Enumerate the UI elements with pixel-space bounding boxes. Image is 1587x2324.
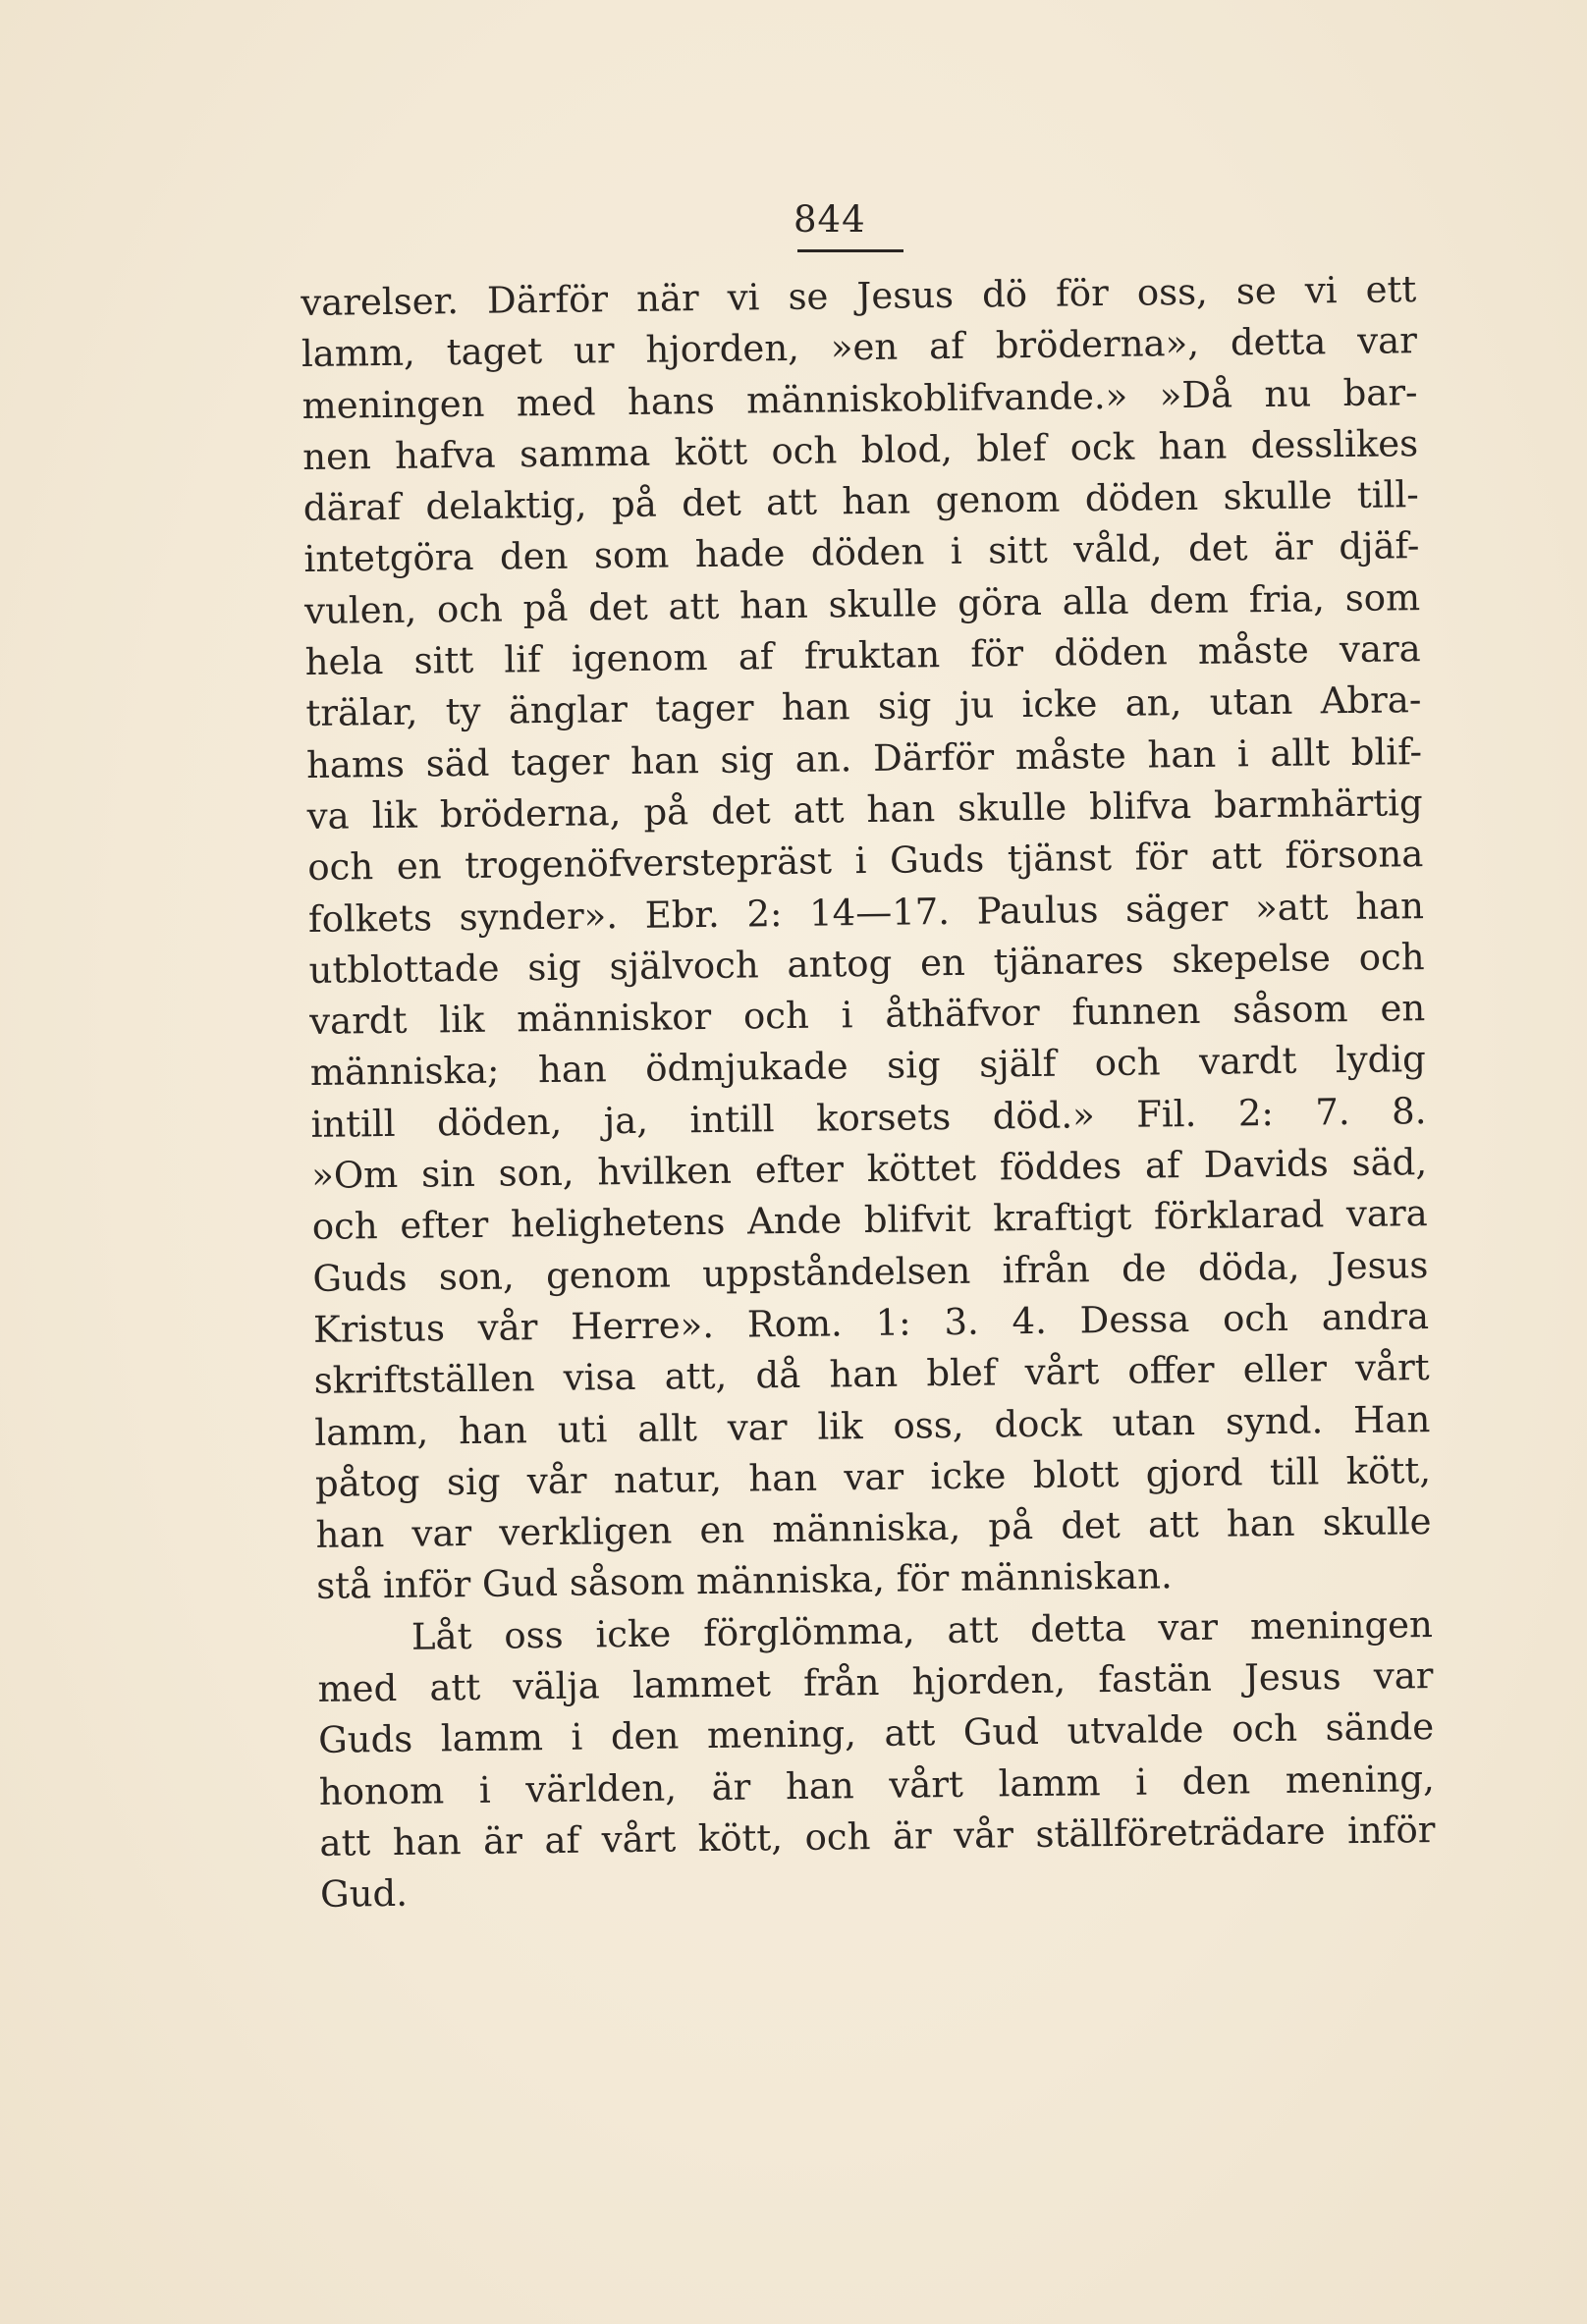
text-line: däraf delaktig, på det att han genom döden skulle till-	[302, 473, 1420, 530]
text-line: människa; han ödmjukade sig själf och vardt lydig	[309, 1038, 1427, 1095]
text-line: Guds lamm i den mening, att Gud utvalde och sände	[317, 1705, 1435, 1762]
text-line: folkets synder». Ebr. 2: 14—17. Paulus säger »att han	[307, 884, 1425, 941]
text-line: med att välja lammet från hjorden, fastän Jesus var	[317, 1654, 1434, 1710]
text-line: han var verkligen en människa, på det att han skulle	[315, 1500, 1432, 1557]
text-line: hela sitt lif igenom af fruktan för döden måste vara	[304, 627, 1421, 684]
text-line: Gud.	[319, 1871, 409, 1917]
text-line: att han är af vårt kött, och är vår ställföreträdare inför	[319, 1808, 1436, 1865]
paragraph-2	[317, 1599, 1437, 1921]
text-line: honom i världen, är han vårt lamm i den mening,	[318, 1757, 1436, 1813]
text-line: hams säd tager han sig an. Därför måste han i allt blif-	[305, 730, 1423, 786]
page-number-rule	[797, 249, 903, 252]
text-line: och efter helighetens Ande blifvit kraftigt förklarad vara	[311, 1192, 1428, 1249]
text-line: intetgöra den som hade döden i sitt våld, det är djäf-	[303, 524, 1420, 581]
paragraph-1	[301, 264, 1433, 1612]
text-line: vulen, och på det att han skulle göra alla dem fria, som	[303, 575, 1421, 632]
text-line: påtog sig vår natur, han var icke blott gjord till kött,	[314, 1448, 1432, 1505]
text-line: »Om sin son, hvilken efter köttet föddes af Davids säd,	[310, 1141, 1428, 1197]
text-line: utblottade sig självoch antog en tjänares skepelse och	[308, 935, 1425, 992]
text-line: skriftställen visa att, då han blef vårt offer eller vårt	[313, 1346, 1430, 1403]
text-line: trälar, ty änglar tager han sig ju icke an, utan Abra-	[305, 678, 1422, 735]
body-text	[301, 264, 1436, 1920]
text-line: vardt lik människor och i åthäfvor funnen såsom en	[308, 987, 1426, 1044]
page-number: 844	[794, 198, 866, 241]
text-line: varelser. Därför när vi se Jesus dö för oss, se vi ett	[301, 268, 1417, 324]
text-line: nen hafva samma kött och blod, blef ock han desslikes	[301, 422, 1419, 478]
text-line: Kristus vår Herre». Rom. 1: 3. 4. Dessa och andra	[312, 1294, 1430, 1351]
text-line: och en trogenöfverstepräst i Guds tjänst för att försona	[307, 833, 1424, 890]
text-line: va lik bröderna, på det att han skulle blifva barmhärtig	[306, 782, 1423, 838]
text-line: lamm, taget ur hjorden, »en af bröderna», detta var	[301, 319, 1418, 376]
text-line: intill döden, ja, intill korsets död.» Fil. 2: 7. 8.	[310, 1089, 1427, 1146]
text-line: meningen med hans människoblifvande.» »Då nu bar-	[301, 370, 1418, 427]
text-line: lamm, han uti allt var lik oss, dock utan synd. Han	[314, 1397, 1431, 1454]
text-line: Guds son, genom uppståndelsen ifrån de döda, Jesus	[312, 1243, 1429, 1300]
text-line: stå inför Gud såsom människa, för människan.	[316, 1554, 1173, 1608]
text-line: Låt oss icke förglömma, att detta var meningen	[410, 1602, 1434, 1658]
